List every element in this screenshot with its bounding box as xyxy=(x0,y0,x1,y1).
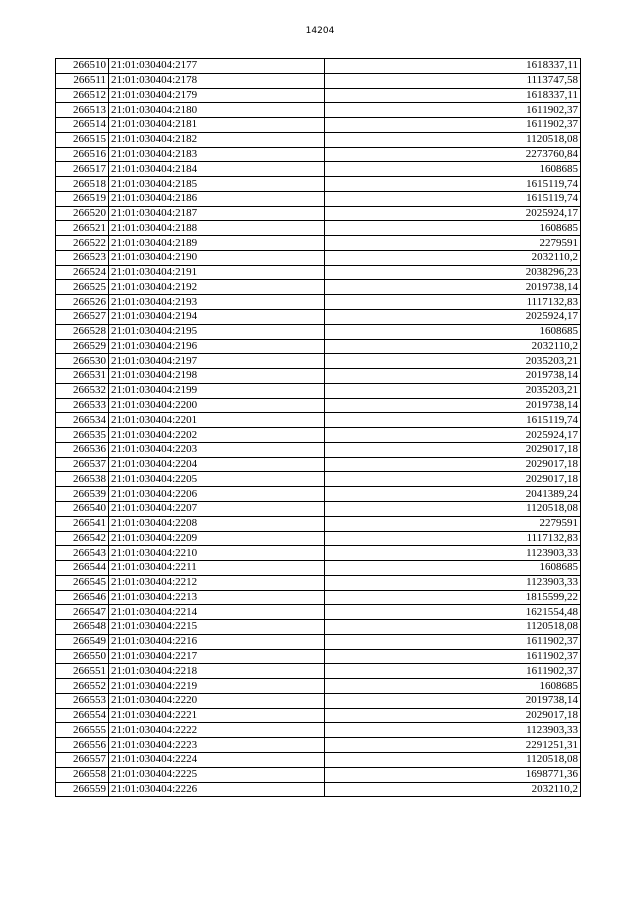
table-row xyxy=(56,679,581,694)
cadastral-number-cell: 21:01:030404:2212 xyxy=(109,575,325,590)
cadastral-number-cell: 21:01:030404:2202 xyxy=(109,428,325,443)
table-body xyxy=(56,59,581,797)
cadastral-number-cell: 21:01:030404:2207 xyxy=(109,501,325,516)
row-number-cell: 266521 xyxy=(56,221,109,236)
value-cell: 2025924,17 xyxy=(325,428,581,443)
value-cell: 1615119,74 xyxy=(325,177,581,192)
cadastral-number-cell: 21:01:030404:2196 xyxy=(109,339,325,354)
value-cell: 1608685 xyxy=(325,221,581,236)
value-cell: 2279591 xyxy=(325,516,581,531)
row-number-cell: 266559 xyxy=(56,782,109,797)
row-number-cell: 266543 xyxy=(56,546,109,561)
cadastral-number-cell: 21:01:030404:2215 xyxy=(109,620,325,635)
value-cell: 2029017,18 xyxy=(325,472,581,487)
value-cell: 2273760,84 xyxy=(325,147,581,162)
cadastral-number-cell: 21:01:030404:2226 xyxy=(109,782,325,797)
cadastral-number-cell: 21:01:030404:2181 xyxy=(109,118,325,133)
table-row xyxy=(56,605,581,620)
value-cell: 1611902,37 xyxy=(325,634,581,649)
value-cell: 2029017,18 xyxy=(325,442,581,457)
row-number-cell: 266530 xyxy=(56,354,109,369)
table-row xyxy=(56,693,581,708)
row-number-cell: 266515 xyxy=(56,132,109,147)
row-number-cell: 266528 xyxy=(56,324,109,339)
value-cell: 1618337,11 xyxy=(325,59,581,74)
cadastral-number-cell: 21:01:030404:2184 xyxy=(109,162,325,177)
cadastral-number-cell: 21:01:030404:2198 xyxy=(109,369,325,384)
row-number-cell: 266555 xyxy=(56,723,109,738)
value-cell: 1621554,48 xyxy=(325,605,581,620)
row-number-cell: 266520 xyxy=(56,206,109,221)
page-number: 14204 xyxy=(305,26,335,36)
row-number-cell: 266553 xyxy=(56,693,109,708)
value-cell: 2029017,18 xyxy=(325,457,581,472)
value-cell: 2019738,14 xyxy=(325,693,581,708)
cadastral-number-cell: 21:01:030404:2205 xyxy=(109,472,325,487)
row-number-cell: 266525 xyxy=(56,280,109,295)
value-cell: 1117132,83 xyxy=(325,531,581,546)
value-cell: 1608685 xyxy=(325,162,581,177)
row-number-cell: 266551 xyxy=(56,664,109,679)
cadastral-number-cell: 21:01:030404:2195 xyxy=(109,324,325,339)
value-cell: 1611902,37 xyxy=(325,118,581,133)
value-cell: 2032110,2 xyxy=(325,339,581,354)
value-cell: 2032110,2 xyxy=(325,782,581,797)
table-row xyxy=(56,162,581,177)
cadastral-number-cell: 21:01:030404:2218 xyxy=(109,664,325,679)
cadastral-number-cell: 21:01:030404:2191 xyxy=(109,265,325,280)
row-number-cell: 266552 xyxy=(56,679,109,694)
value-cell: 2041389,24 xyxy=(325,487,581,502)
value-cell: 2029017,18 xyxy=(325,708,581,723)
row-number-cell: 266545 xyxy=(56,575,109,590)
cadastral-number-cell: 21:01:030404:2214 xyxy=(109,605,325,620)
row-number-cell: 266517 xyxy=(56,162,109,177)
cadastral-number-cell: 21:01:030404:2197 xyxy=(109,354,325,369)
cadastral-number-cell: 21:01:030404:2219 xyxy=(109,679,325,694)
value-cell: 1123903,33 xyxy=(325,723,581,738)
cadastral-number-cell: 21:01:030404:2224 xyxy=(109,752,325,767)
cadastral-number-cell: 21:01:030404:2194 xyxy=(109,310,325,325)
cadastre-table xyxy=(55,58,581,797)
value-cell: 1608685 xyxy=(325,324,581,339)
cadastral-number-cell: 21:01:030404:2186 xyxy=(109,191,325,206)
cadastral-number-cell: 21:01:030404:2225 xyxy=(109,767,325,782)
row-number-cell: 266519 xyxy=(56,191,109,206)
table-row xyxy=(56,295,581,310)
row-number-cell: 266529 xyxy=(56,339,109,354)
table-row xyxy=(56,206,581,221)
cadastral-number-cell: 21:01:030404:2177 xyxy=(109,59,325,74)
cadastral-number-cell: 21:01:030404:2179 xyxy=(109,88,325,103)
table-row xyxy=(56,280,581,295)
value-cell: 2019738,14 xyxy=(325,398,581,413)
table-row xyxy=(56,487,581,502)
row-number-cell: 266549 xyxy=(56,634,109,649)
table-row xyxy=(56,413,581,428)
table-row xyxy=(56,664,581,679)
value-cell: 2032110,2 xyxy=(325,250,581,265)
table-row xyxy=(56,472,581,487)
table-row xyxy=(56,428,581,443)
table-row xyxy=(56,767,581,782)
table-row xyxy=(56,546,581,561)
table-row xyxy=(56,634,581,649)
table-row xyxy=(56,782,581,797)
table-row xyxy=(56,590,581,605)
cadastral-number-cell: 21:01:030404:2204 xyxy=(109,457,325,472)
value-cell: 1698771,36 xyxy=(325,767,581,782)
cadastral-number-cell: 21:01:030404:2189 xyxy=(109,236,325,251)
value-cell: 2025924,17 xyxy=(325,310,581,325)
value-cell: 2025924,17 xyxy=(325,206,581,221)
table-row xyxy=(56,236,581,251)
row-number-cell: 266512 xyxy=(56,88,109,103)
value-cell: 1117132,83 xyxy=(325,295,581,310)
row-number-cell: 266518 xyxy=(56,177,109,192)
table-row xyxy=(56,103,581,118)
value-cell: 2019738,14 xyxy=(325,369,581,384)
cadastral-number-cell: 21:01:030404:2182 xyxy=(109,132,325,147)
row-number-cell: 266557 xyxy=(56,752,109,767)
cadastral-number-cell: 21:01:030404:2223 xyxy=(109,738,325,753)
value-cell: 2019738,14 xyxy=(325,280,581,295)
table-row xyxy=(56,59,581,74)
value-cell: 2279591 xyxy=(325,236,581,251)
value-cell: 1615119,74 xyxy=(325,413,581,428)
row-number-cell: 266534 xyxy=(56,413,109,428)
value-cell: 1608685 xyxy=(325,679,581,694)
value-cell: 1123903,33 xyxy=(325,546,581,561)
row-number-cell: 266513 xyxy=(56,103,109,118)
table-row xyxy=(56,369,581,384)
table-row xyxy=(56,265,581,280)
row-number-cell: 266516 xyxy=(56,147,109,162)
table-row xyxy=(56,575,581,590)
value-cell: 1608685 xyxy=(325,561,581,576)
value-cell: 1120518,08 xyxy=(325,501,581,516)
table-row xyxy=(56,250,581,265)
table-row xyxy=(56,354,581,369)
cadastral-number-cell: 21:01:030404:2193 xyxy=(109,295,325,310)
row-number-cell: 266532 xyxy=(56,383,109,398)
table-row xyxy=(56,339,581,354)
row-number-cell: 266538 xyxy=(56,472,109,487)
value-cell: 1615119,74 xyxy=(325,191,581,206)
table-row xyxy=(56,177,581,192)
cadastral-number-cell: 21:01:030404:2185 xyxy=(109,177,325,192)
row-number-cell: 266526 xyxy=(56,295,109,310)
row-number-cell: 266556 xyxy=(56,738,109,753)
row-number-cell: 266514 xyxy=(56,118,109,133)
row-number-cell: 266522 xyxy=(56,236,109,251)
cadastral-number-cell: 21:01:030404:2206 xyxy=(109,487,325,502)
row-number-cell: 266550 xyxy=(56,649,109,664)
row-number-cell: 266510 xyxy=(56,59,109,74)
table-row xyxy=(56,501,581,516)
row-number-cell: 266542 xyxy=(56,531,109,546)
row-number-cell: 266544 xyxy=(56,561,109,576)
table-row xyxy=(56,383,581,398)
table-row xyxy=(56,191,581,206)
row-number-cell: 266540 xyxy=(56,501,109,516)
cadastral-number-cell: 21:01:030404:2222 xyxy=(109,723,325,738)
table-row xyxy=(56,457,581,472)
cadastral-number-cell: 21:01:030404:2188 xyxy=(109,221,325,236)
row-number-cell: 266558 xyxy=(56,767,109,782)
cadastral-number-cell: 21:01:030404:2200 xyxy=(109,398,325,413)
cadastral-number-cell: 21:01:030404:2217 xyxy=(109,649,325,664)
cadastral-number-cell: 21:01:030404:2183 xyxy=(109,147,325,162)
table-row xyxy=(56,147,581,162)
table-row xyxy=(56,88,581,103)
row-number-cell: 266536 xyxy=(56,442,109,457)
cadastral-number-cell: 21:01:030404:2220 xyxy=(109,693,325,708)
table-row xyxy=(56,398,581,413)
cadastral-number-cell: 21:01:030404:2216 xyxy=(109,634,325,649)
table-row xyxy=(56,723,581,738)
cadastral-number-cell: 21:01:030404:2221 xyxy=(109,708,325,723)
table-row xyxy=(56,442,581,457)
row-number-cell: 266537 xyxy=(56,457,109,472)
table-row xyxy=(56,118,581,133)
cadastral-number-cell: 21:01:030404:2187 xyxy=(109,206,325,221)
value-cell: 1123903,33 xyxy=(325,575,581,590)
value-cell: 1611902,37 xyxy=(325,649,581,664)
cadastral-number-cell: 21:01:030404:2209 xyxy=(109,531,325,546)
table-row xyxy=(56,132,581,147)
value-cell: 1113747,58 xyxy=(325,73,581,88)
value-cell: 1120518,08 xyxy=(325,620,581,635)
row-number-cell: 266546 xyxy=(56,590,109,605)
table-row xyxy=(56,310,581,325)
cadastral-number-cell: 21:01:030404:2190 xyxy=(109,250,325,265)
table-row xyxy=(56,620,581,635)
value-cell: 1611902,37 xyxy=(325,103,581,118)
value-cell: 1815599,22 xyxy=(325,590,581,605)
cadastral-number-cell: 21:01:030404:2211 xyxy=(109,561,325,576)
cadastral-number-cell: 21:01:030404:2208 xyxy=(109,516,325,531)
cadastral-number-cell: 21:01:030404:2192 xyxy=(109,280,325,295)
cadastral-number-cell: 21:01:030404:2213 xyxy=(109,590,325,605)
row-number-cell: 266548 xyxy=(56,620,109,635)
row-number-cell: 266524 xyxy=(56,265,109,280)
value-cell: 2038296,23 xyxy=(325,265,581,280)
row-number-cell: 266527 xyxy=(56,310,109,325)
table-row xyxy=(56,531,581,546)
table-row xyxy=(56,516,581,531)
value-cell: 2035203,21 xyxy=(325,383,581,398)
row-number-cell: 266541 xyxy=(56,516,109,531)
row-number-cell: 266511 xyxy=(56,73,109,88)
value-cell: 2035203,21 xyxy=(325,354,581,369)
table-row xyxy=(56,708,581,723)
row-number-cell: 266539 xyxy=(56,487,109,502)
cadastral-number-cell: 21:01:030404:2199 xyxy=(109,383,325,398)
table-row xyxy=(56,324,581,339)
table-row xyxy=(56,752,581,767)
value-cell: 1120518,08 xyxy=(325,132,581,147)
row-number-cell: 266535 xyxy=(56,428,109,443)
cadastral-number-cell: 21:01:030404:2178 xyxy=(109,73,325,88)
row-number-cell: 266533 xyxy=(56,398,109,413)
value-cell: 1120518,08 xyxy=(325,752,581,767)
cadastral-number-cell: 21:01:030404:2201 xyxy=(109,413,325,428)
row-number-cell: 266531 xyxy=(56,369,109,384)
table-row xyxy=(56,738,581,753)
value-cell: 2291251,31 xyxy=(325,738,581,753)
row-number-cell: 266523 xyxy=(56,250,109,265)
table-row xyxy=(56,221,581,236)
cadastral-number-cell: 21:01:030404:2210 xyxy=(109,546,325,561)
table-row xyxy=(56,649,581,664)
row-number-cell: 266547 xyxy=(56,605,109,620)
row-number-cell: 266554 xyxy=(56,708,109,723)
value-cell: 1611902,37 xyxy=(325,664,581,679)
cadastral-number-cell: 21:01:030404:2180 xyxy=(109,103,325,118)
table-row xyxy=(56,73,581,88)
value-cell: 1618337,11 xyxy=(325,88,581,103)
cadastral-number-cell: 21:01:030404:2203 xyxy=(109,442,325,457)
table-row xyxy=(56,561,581,576)
